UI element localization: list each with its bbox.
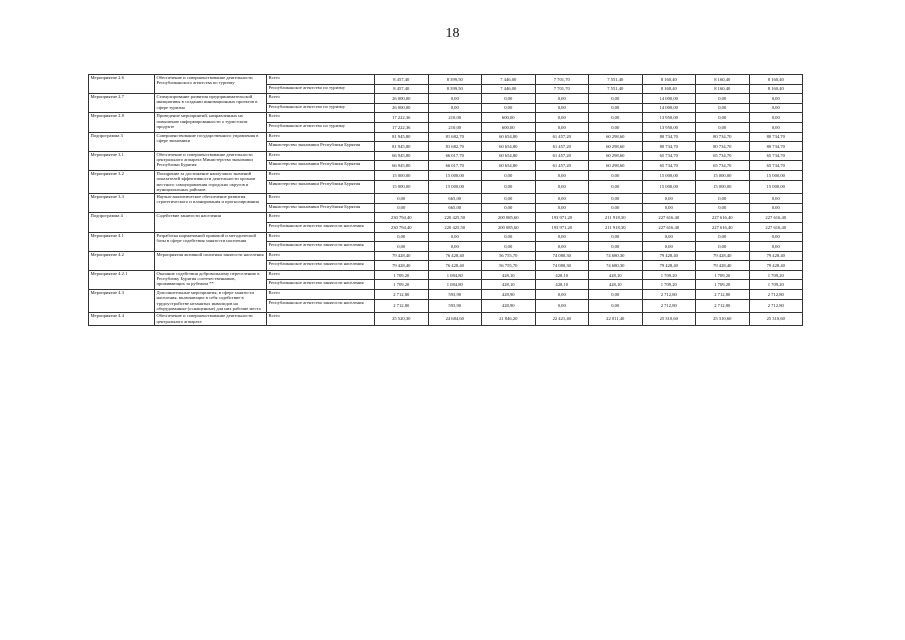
total-value-cell: 0,00 [535, 194, 589, 204]
total-value-cell: 0,00 [696, 232, 750, 242]
total-value-cell: 1 709,20 [375, 270, 429, 280]
total-value-cell: 15 000,00 [696, 170, 750, 180]
funding-source-agency: Министерство экономики Республики Бурятия [267, 203, 375, 213]
source-value-cell: 14 000,00 [642, 103, 696, 113]
total-value-cell: 593,90 [428, 290, 482, 300]
funding-source-agency: Министерство экономики Республики Бурятия [267, 180, 375, 194]
total-value-cell: 21 846,20 [482, 313, 536, 326]
total-value-cell: 600,00 [482, 113, 536, 123]
activity-name: Обеспечение и совершенствование деятельности центрального аппарата [155, 313, 267, 326]
table-row [89, 75, 803, 85]
total-value-cell: 0,00 [375, 194, 429, 204]
source-value-cell: 428,10 [589, 280, 643, 290]
funding-source-agency: Республиканское агентство по туризму [267, 84, 375, 94]
source-value-cell: 0,00 [535, 180, 589, 194]
total-value-cell: 7 551,40 [589, 75, 643, 85]
source-value-cell: 0,00 [375, 242, 429, 252]
source-value-cell: 0,00 [589, 103, 643, 113]
source-value-cell: 15 000,00 [696, 180, 750, 194]
total-value-cell: 15 000,00 [749, 170, 803, 180]
source-value-cell: 76 428,40 [428, 261, 482, 271]
activity-name: Содействие занятости населения [155, 213, 267, 232]
total-value-cell: 25 310,60 [749, 313, 803, 326]
source-value-cell: 60 298,60 [589, 142, 643, 152]
total-value-cell: 0,00 [642, 232, 696, 242]
source-value-cell: 0,00 [535, 103, 589, 113]
total-value-cell: 0,00 [535, 113, 589, 123]
total-value-cell: 1 709,20 [642, 270, 696, 280]
total-value-cell: 15 000,00 [428, 170, 482, 180]
total-value-cell: 60 298,60 [589, 151, 643, 161]
total-value-cell: 0,00 [535, 290, 589, 300]
total-value-cell: 0,00 [428, 232, 482, 242]
table-row [89, 132, 803, 142]
total-value-cell: 2 712,80 [642, 290, 696, 300]
total-value-cell: 428,90 [482, 290, 536, 300]
total-value-cell: 74 680,30 [589, 251, 643, 261]
total-value-cell: 0,00 [749, 232, 803, 242]
total-value-cell: 7 446,00 [482, 75, 536, 85]
funding-source-agency: Министерство экономики Республики Бурятия [267, 142, 375, 152]
source-value-cell: 2 712,80 [749, 299, 803, 313]
source-value-cell: 0,00 [428, 103, 482, 113]
funding-source-agency: Республиканское агентство занятости населения [267, 299, 375, 313]
source-value-cell: 65 734,70 [696, 161, 750, 171]
total-value-cell: 193 971,20 [535, 213, 589, 223]
source-value-cell: 8 160,40 [696, 84, 750, 94]
source-value-cell: 0,00 [535, 203, 589, 213]
total-value-cell: 81 682,70 [428, 132, 482, 142]
total-value-cell: 17 222,36 [375, 113, 429, 123]
total-value-cell: 8 160,40 [749, 75, 803, 85]
source-value-cell: 13 950,00 [642, 122, 696, 132]
source-value-cell: 80 734,70 [696, 142, 750, 152]
source-value-cell: 26 000,00 [375, 103, 429, 113]
activity-name: Дополнительные мероприятия, в сфере занятости населения, включающие в себя содействие в трудоустройстве незанятых инвалидов на оборудованные (оснащенные) для них рабочие места [155, 290, 267, 313]
total-value-cell: 79 428,40 [749, 251, 803, 261]
activity-code: Подпрограмма 4 [89, 213, 155, 232]
total-value-cell: 74 080,30 [535, 251, 589, 261]
table-row [89, 313, 803, 326]
source-value-cell: 0,00 [482, 103, 536, 113]
funding-source-total: Всего [267, 113, 375, 123]
source-value-cell: 79 428,40 [749, 261, 803, 271]
activity-code: Мероприятие 3.1 [89, 151, 155, 170]
source-value-cell: 220 425,50 [428, 222, 482, 232]
table-row [89, 251, 803, 261]
total-value-cell: 25 310,60 [696, 313, 750, 326]
source-value-cell: 0,00 [749, 242, 803, 252]
table-row [89, 194, 803, 204]
funding-source-total: Всего [267, 75, 375, 85]
source-value-cell: 7 551,40 [589, 84, 643, 94]
activity-code: Мероприятие 3.3 [89, 194, 155, 213]
activity-name: Оказание содействия добровольному переселению в Республику Бурятия соотечественников, проживающих за рубежом ** [155, 270, 267, 289]
total-value-cell: 61 457,20 [535, 151, 589, 161]
source-value-cell: 8 399,50 [428, 84, 482, 94]
total-value-cell: 0,00 [482, 194, 536, 204]
source-value-cell: 665,00 [428, 203, 482, 213]
total-value-cell: 0,00 [482, 232, 536, 242]
total-value-cell: 0,00 [696, 94, 750, 104]
source-value-cell: 0,00 [535, 242, 589, 252]
source-value-cell: 428,10 [482, 280, 536, 290]
total-value-cell: 8 160,40 [696, 75, 750, 85]
source-value-cell: 0,00 [696, 242, 750, 252]
total-value-cell: 227 616,40 [642, 213, 696, 223]
total-value-cell: 0,00 [535, 232, 589, 242]
total-value-cell: 79 428,40 [642, 251, 696, 261]
total-value-cell: 0,00 [535, 94, 589, 104]
source-value-cell: 7 446,00 [482, 84, 536, 94]
total-value-cell: 66 945,80 [375, 151, 429, 161]
total-value-cell: 220 425,50 [428, 213, 482, 223]
source-value-cell: 193 971,20 [535, 222, 589, 232]
source-value-cell: 0,00 [642, 242, 696, 252]
total-value-cell: 0,00 [589, 113, 643, 123]
source-value-cell: 2 712,80 [642, 299, 696, 313]
source-value-cell: 15 000,00 [749, 180, 803, 194]
total-value-cell: 211 918,30 [589, 213, 643, 223]
source-value-cell: 80 734,70 [642, 142, 696, 152]
funding-source-total: Всего [267, 270, 375, 280]
activity-code: Мероприятие 2.7 [89, 94, 155, 113]
source-value-cell: 61 457,20 [535, 161, 589, 171]
total-value-cell: 80 734,70 [696, 132, 750, 142]
source-value-cell: 0,00 [749, 103, 803, 113]
funding-source-total: Всего [267, 232, 375, 242]
source-value-cell: 227 616,40 [696, 222, 750, 232]
total-value-cell: 0,00 [749, 194, 803, 204]
source-value-cell: 74 080,30 [535, 261, 589, 271]
source-value-cell: 1 709,20 [642, 280, 696, 290]
page-number: 18 [445, 26, 460, 41]
source-value-cell: 0,00 [696, 203, 750, 213]
funding-source-total: Всего [267, 213, 375, 223]
activity-name: Обеспечение и совершенствование деятельности Республиканского агентства по туризму [155, 75, 267, 94]
activity-code: Мероприятие 4.2.1 [89, 270, 155, 289]
activity-name: Совершенствование государственного управления в сфере экономики [155, 132, 267, 151]
source-value-cell: 60 654,80 [482, 142, 536, 152]
activity-name: Стимулирование развития предпринимательской инициативы в создании инновационных проектов в сфере туризма [155, 94, 267, 113]
total-value-cell: 22 011,40 [589, 313, 643, 326]
total-value-cell: 0,00 [589, 290, 643, 300]
source-value-cell: 0,00 [535, 122, 589, 132]
activity-code: Подпрограмма 3 [89, 132, 155, 151]
activity-code: Мероприятие 2.8 [89, 113, 155, 132]
source-value-cell: 60 654,80 [482, 161, 536, 171]
source-value-cell: 8 457,40 [375, 84, 429, 94]
funding-source-agency: Республиканское агентство по туризму [267, 122, 375, 132]
source-value-cell: 0,00 [482, 242, 536, 252]
source-value-cell: 0,00 [749, 122, 803, 132]
total-value-cell: 26 000,00 [375, 94, 429, 104]
table-row [89, 232, 803, 242]
total-value-cell: 1 709,20 [696, 270, 750, 280]
source-value-cell: 0,00 [482, 203, 536, 213]
total-value-cell: 210,00 [428, 113, 482, 123]
source-value-cell: 0,00 [428, 242, 482, 252]
total-value-cell: 0,00 [749, 94, 803, 104]
total-value-cell: 428,10 [535, 270, 589, 280]
source-value-cell: 428,90 [482, 299, 536, 313]
source-value-cell: 81 945,80 [375, 142, 429, 152]
total-value-cell: 61 457,20 [535, 132, 589, 142]
source-value-cell: 0,00 [749, 203, 803, 213]
total-value-cell: 76 428,40 [428, 251, 482, 261]
funding-source-total: Всего [267, 94, 375, 104]
source-value-cell: 200 085,60 [482, 222, 536, 232]
total-value-cell: 80 734,70 [642, 132, 696, 142]
source-value-cell: 7 701,70 [535, 84, 589, 94]
source-value-cell: 74 680,30 [589, 261, 643, 271]
source-value-cell: 0,00 [535, 299, 589, 313]
total-value-cell: 1 084,80 [428, 270, 482, 280]
table-row [89, 94, 803, 104]
budget-table [88, 74, 803, 326]
total-value-cell: 0,00 [375, 232, 429, 242]
total-value-cell: 66 017,70 [428, 151, 482, 161]
total-value-cell: 13 950,00 [642, 113, 696, 123]
source-value-cell: 65 734,70 [749, 161, 803, 171]
total-value-cell: 7 701,70 [535, 75, 589, 85]
source-value-cell: 17 222,36 [375, 122, 429, 132]
total-value-cell: 200 085,60 [482, 213, 536, 223]
total-value-cell: 25 310,60 [642, 313, 696, 326]
table-row [89, 151, 803, 161]
total-value-cell: 227 616,40 [696, 213, 750, 223]
funding-source-agency: Республиканское агентство занятости населения [267, 242, 375, 252]
total-value-cell: 79 428,40 [375, 251, 429, 261]
source-value-cell: 0,00 [696, 103, 750, 113]
source-value-cell: 0,00 [482, 180, 536, 194]
total-value-cell: 24 684,60 [428, 313, 482, 326]
source-value-cell: 0,00 [589, 299, 643, 313]
total-value-cell: 0,00 [589, 170, 643, 180]
source-value-cell: 79 428,40 [696, 261, 750, 271]
source-value-cell: 15 000,00 [642, 180, 696, 194]
source-value-cell: 79 428,40 [642, 261, 696, 271]
total-value-cell: 0,00 [535, 170, 589, 180]
source-value-cell: 1 709,20 [749, 280, 803, 290]
table-row [89, 270, 803, 280]
total-value-cell: 65 734,70 [642, 151, 696, 161]
total-value-cell: 15 000,00 [375, 170, 429, 180]
source-value-cell: 227 616,40 [642, 222, 696, 232]
total-value-cell: 80 734,70 [749, 132, 803, 142]
funding-source-total: Всего [267, 151, 375, 161]
total-value-cell: 227 616,40 [749, 213, 803, 223]
funding-source-agency: Республиканское агентство занятости населения [267, 280, 375, 290]
source-value-cell: 81 682,70 [428, 142, 482, 152]
funding-source-total: Всего [267, 132, 375, 142]
activity-name: Разработка нормативной правовой и методической базы в сфере содействия занятости населения [155, 232, 267, 251]
total-value-cell: 56 755,70 [482, 251, 536, 261]
source-value-cell: 210,00 [428, 122, 482, 132]
funding-source-total: Всего [267, 290, 375, 300]
total-value-cell: 1 709,20 [749, 270, 803, 280]
total-value-cell: 230 794,40 [375, 213, 429, 223]
source-value-cell: 65 734,70 [642, 161, 696, 171]
activity-code: Мероприятие 4.4 [89, 313, 155, 326]
source-value-cell: 56 755,70 [482, 261, 536, 271]
table-row [89, 290, 803, 300]
total-value-cell: 428,10 [482, 270, 536, 280]
total-value-cell: 0,00 [589, 194, 643, 204]
funding-source-agency: Республиканское агентство по туризму [267, 103, 375, 113]
activity-code: Мероприятие 4.1 [89, 232, 155, 251]
source-value-cell: 428,10 [535, 280, 589, 290]
funding-source-total: Всего [267, 170, 375, 180]
funding-source-agency: Министерство экономики Республики Бурятия [267, 161, 375, 171]
total-value-cell: 2 712,80 [375, 290, 429, 300]
total-value-cell: 428,10 [589, 270, 643, 280]
source-value-cell: 600,00 [482, 122, 536, 132]
source-value-cell: 0,00 [696, 122, 750, 132]
total-value-cell: 14 000,00 [642, 94, 696, 104]
activity-code: Мероприятие 2.6 [89, 75, 155, 94]
total-value-cell: 65 734,70 [696, 151, 750, 161]
activity-code: Мероприятие 4.2 [89, 251, 155, 270]
source-value-cell: 2 712,80 [375, 299, 429, 313]
activity-name: Мероприятия активной политики занятости населения [155, 251, 267, 270]
source-value-cell: 227 616,40 [749, 222, 803, 232]
table-row [89, 213, 803, 223]
total-value-cell: 0,00 [589, 232, 643, 242]
source-value-cell: 80 734,70 [749, 142, 803, 152]
source-value-cell: 1 084,80 [428, 280, 482, 290]
total-value-cell: 0,00 [589, 94, 643, 104]
total-value-cell: 60 654,80 [482, 151, 536, 161]
source-value-cell: 0,00 [375, 203, 429, 213]
total-value-cell: 0,00 [696, 113, 750, 123]
source-value-cell: 1 709,20 [696, 280, 750, 290]
source-value-cell: 60 298,60 [589, 161, 643, 171]
source-value-cell: 1 709,20 [375, 280, 429, 290]
total-value-cell: 0,00 [482, 170, 536, 180]
source-value-cell: 15 000,00 [428, 180, 482, 194]
funding-source-total: Всего [267, 251, 375, 261]
total-value-cell: 0,00 [482, 94, 536, 104]
total-value-cell: 0,00 [642, 194, 696, 204]
total-value-cell: 0,00 [696, 194, 750, 204]
source-value-cell: 15 000,00 [375, 180, 429, 194]
total-value-cell: 8 399,50 [428, 75, 482, 85]
funding-source-total: Всего [267, 313, 375, 326]
activity-name: Проведение мероприятий, направленных на повышение информированности о туристском продукте [155, 113, 267, 132]
total-value-cell: 25 520,30 [375, 313, 429, 326]
total-value-cell: 665,00 [428, 194, 482, 204]
table-row [89, 170, 803, 180]
funding-source-total: Всего [267, 194, 375, 204]
funding-source-agency: Республиканское агентство занятости населения [267, 222, 375, 232]
total-value-cell: 2 712,80 [749, 290, 803, 300]
source-value-cell: 2 712,80 [696, 299, 750, 313]
source-value-cell: 0,00 [589, 180, 643, 194]
total-value-cell: 0,00 [749, 113, 803, 123]
total-value-cell: 60 654,80 [482, 132, 536, 142]
source-value-cell: 0,00 [642, 203, 696, 213]
source-value-cell: 0,00 [589, 203, 643, 213]
total-value-cell: 8 457,40 [375, 75, 429, 85]
total-value-cell: 2 712,80 [696, 290, 750, 300]
budget-table-container [88, 74, 803, 326]
activity-code: Мероприятие 4.3 [89, 290, 155, 313]
source-value-cell: 79 428,40 [375, 261, 429, 271]
total-value-cell: 8 160,40 [642, 75, 696, 85]
funding-source-agency: Республиканское агентство занятости населения [267, 261, 375, 271]
source-value-cell: 211 918,30 [589, 222, 643, 232]
activity-name: Обеспечение и совершенствование деятельности центрального аппарата Министерства экономики Республики Бурятия [155, 151, 267, 170]
activity-name: Научно-аналитическое обеспечение развития стратегического и планирования и прогнозирования [155, 194, 267, 213]
source-value-cell: 593,90 [428, 299, 482, 313]
total-value-cell: 79 428,40 [696, 251, 750, 261]
total-value-cell: 81 945,80 [375, 132, 429, 142]
activity-code: Мероприятие 3.2 [89, 170, 155, 193]
total-value-cell: 15 000,00 [642, 170, 696, 180]
source-value-cell: 8 160,40 [749, 84, 803, 94]
budget-table-body [89, 75, 803, 326]
source-value-cell: 66 945,80 [375, 161, 429, 171]
source-value-cell: 0,00 [589, 122, 643, 132]
source-value-cell: 61 457,20 [535, 142, 589, 152]
total-value-cell: 65 734,70 [749, 151, 803, 161]
activity-name: Поощрение за достижение наилучших значений показателей эффективности деятельности органов местного самоуправления городских округов и муниципальных районов [155, 170, 267, 193]
total-value-cell: 0,00 [428, 94, 482, 104]
source-value-cell: 0,00 [589, 242, 643, 252]
source-value-cell: 8 160,40 [642, 84, 696, 94]
table-row [89, 113, 803, 123]
total-value-cell: 60 298,60 [589, 132, 643, 142]
source-value-cell: 66 017,70 [428, 161, 482, 171]
total-value-cell: 22 421,40 [535, 313, 589, 326]
source-value-cell: 230 794,40 [375, 222, 429, 232]
